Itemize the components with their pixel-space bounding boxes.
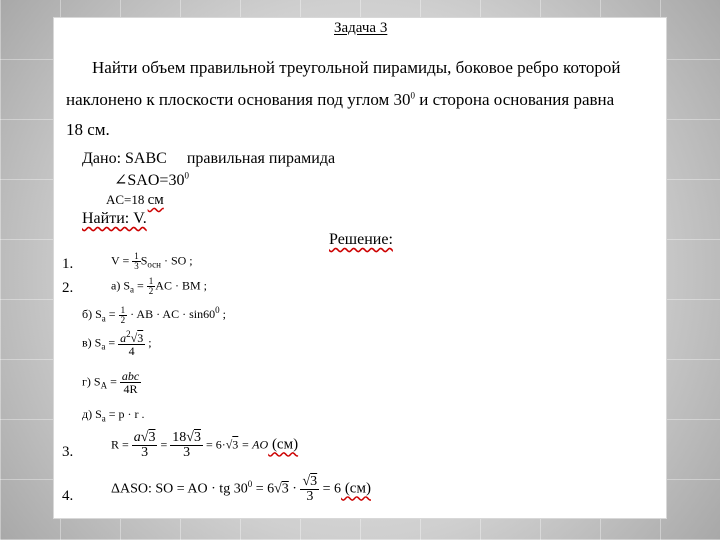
given-label: Дано: SABC: [82, 150, 167, 167]
title-text: Задача 3: [334, 20, 388, 36]
step-2d-formula: г) $S_A$ = $\frac{\text{abc}}{4R}$: [82, 369, 140, 396]
given-side: AC=18 см: [106, 192, 164, 208]
degree-mark: 0: [410, 90, 416, 101]
slide: [54, 18, 666, 518]
step-2a-formula: а) $S_a$ = $\frac{1}{2}$ AC · BM ;: [111, 276, 207, 296]
step-3-number: 3.: [62, 444, 74, 460]
step-2c-formula: в) $S_a$ = $\frac{a^2√3}{4}$ ;: [82, 329, 152, 358]
problem-line-2b: и сторона основания равна: [415, 90, 615, 109]
find-line: Найти: V.: [82, 210, 147, 227]
step-4-number: 4.: [62, 488, 74, 504]
problem-line-3: 18 см.: [66, 120, 110, 139]
solution-title: Решение:: [329, 231, 393, 248]
problem-line-2: [66, 90, 614, 110]
step-1-number: 1.: [62, 256, 74, 272]
step-2e-formula: д) $S_a = p \cdot r$ .: [82, 407, 145, 424]
given-line: [82, 150, 335, 168]
step-4-formula: ΔASO: SO = AO · tg $30^0 = 6√3$ · $\frac{√3}{3}$ = 6 (см): [111, 474, 371, 504]
given-angle: $\angle SAO=30^0$: [114, 170, 189, 189]
problem-line-1: Найти объем правильной треугольной пирамиды, боковое ребро которой: [92, 58, 621, 77]
given-type: правильная пирамида: [186, 150, 336, 167]
problem-title: [334, 20, 387, 37]
step-3-formula: R = $\frac{a√3}{3}$ = $\frac{18√3}{3}$ = 6·√3 = AO (см): [111, 430, 299, 460]
step-2b-formula: б) $S_a$ = $\frac{1}{2}$ · AB · AC · $\sin 60^0$ ;: [82, 304, 226, 325]
step-1-formula: V = $\frac{1}{3}$ $S_{осн}$ · SO ;: [111, 251, 193, 271]
problem-line-2a: наклонено к плоскости основания под углом 30: [66, 90, 411, 109]
step-2-number: 2.: [62, 280, 74, 296]
